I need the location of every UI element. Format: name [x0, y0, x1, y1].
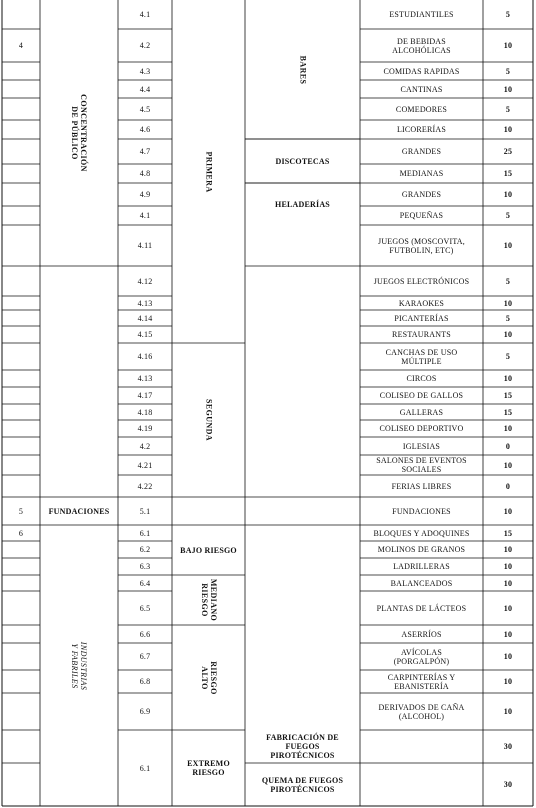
row-item: GRANDES — [401, 190, 442, 199]
vertical-cell — [172, 575, 245, 625]
row-item: KARAOKES — [398, 298, 445, 308]
row-item: GALLERAS — [399, 407, 444, 417]
row-value: 5 — [505, 276, 511, 286]
row-value: 0 — [505, 441, 511, 451]
vertical-cell — [245, 0, 360, 139]
row-value: 10 — [503, 677, 513, 686]
row-item: BLOQUES Y ADOQUINES — [373, 528, 470, 538]
row-value: 10 — [503, 41, 513, 50]
row-value: 10 — [503, 424, 513, 433]
category-riesgo-alto: RIESGO ALTO — [199, 660, 218, 695]
row-code: 4.11 — [137, 241, 153, 250]
row-code: 4.9 — [139, 190, 151, 199]
row-item: FERIAS LIBRES — [391, 481, 452, 491]
row-code: 4.6 — [139, 125, 151, 134]
row-code: 4.1 — [139, 10, 151, 19]
row-item: RESTAURANTS — [392, 330, 451, 339]
row-value: 10 — [503, 125, 513, 134]
row-value: 5 — [505, 313, 511, 323]
row-item: JUEGOS (MOSCOVITA, FUTBOLIN, ETC) — [378, 236, 465, 255]
category-segunda: SEGUNDA — [204, 399, 213, 441]
row-code: 4.22 — [137, 481, 153, 491]
row-item: DERIVADOS DE CAÑA (ALCOHOL) — [378, 702, 465, 721]
category-primera: PRIMERA — [204, 150, 213, 193]
row-value: 15 — [503, 169, 513, 178]
row-value: 10 — [503, 603, 513, 613]
row-item: PEQUEÑAS — [399, 211, 444, 220]
row-item: IGLESIAS — [402, 441, 441, 451]
row-value: 10 — [503, 330, 513, 339]
row-item: GRANDES — [401, 147, 442, 156]
row-value: 10 — [503, 298, 513, 308]
category-mediano-riesgo: MEDIANO RIESGO — [199, 578, 218, 622]
row-value: 5 — [505, 352, 511, 361]
row-item: SALONES DE EVENTOS SOCIALES — [376, 456, 467, 474]
category-bajo-riesgo: BAJO RIESGO — [180, 545, 237, 555]
vertical-cell — [40, 525, 118, 806]
row-code: 5.1 — [139, 506, 151, 516]
row-item: MEDIANAS — [399, 169, 444, 178]
row-code: 6.7 — [139, 652, 151, 661]
row-value: 30 — [503, 742, 513, 751]
subgroup-bares: BARES — [298, 55, 307, 84]
group-number-6: 6 — [18, 528, 24, 538]
row-value: 15 — [503, 407, 513, 417]
row-item: LADRILLERAS — [393, 562, 450, 571]
row-value: 10 — [503, 652, 513, 661]
row-item: AVÍCOLAS (PORGALPÓN) — [393, 647, 450, 666]
category-industrias: INDUSTRIAS Y FABRILES — [70, 641, 88, 690]
subgroup-fabricacion: FABRICACIÓN DE FUEGOS PIROTÉCNICOS — [266, 733, 339, 760]
row-value: 30 — [503, 780, 513, 789]
row-value: 5 — [505, 10, 511, 19]
row-code: 4.18 — [137, 407, 153, 417]
vertical-cell — [172, 0, 245, 343]
row-item: COLISEO DEPORTIVO — [379, 424, 464, 433]
row-code: 4.12 — [137, 276, 153, 286]
row-value: 5 — [505, 104, 511, 114]
row-code: 4.2 — [139, 441, 151, 451]
row-item: JUEGOS ELECTRÓNICOS — [373, 276, 470, 286]
row-code: 4.1 — [139, 211, 151, 220]
vertical-cell — [172, 343, 245, 497]
vertical-cell — [172, 625, 245, 730]
group-number-5: 5 — [18, 506, 24, 516]
row-value: 10 — [503, 629, 513, 639]
subgroup-heladerias: HELADERÍAS — [275, 199, 330, 209]
row-value: 10 — [503, 562, 513, 571]
category-concentracion: CONCENTRACIÓN DE PÚBLICO — [70, 94, 88, 172]
row-code: 4.4 — [139, 84, 151, 94]
row-item: CANTINAS — [400, 84, 443, 94]
row-code: 4.3 — [139, 66, 151, 76]
row-item: FUNDACIONES — [392, 506, 451, 516]
row-code: 6.2 — [139, 545, 151, 554]
row-code: 6.8 — [139, 677, 151, 686]
row-code: 4.2 — [139, 41, 151, 50]
row-item: CANCHAS DE USO MÚLTIPLE — [385, 347, 458, 366]
row-item: COMEDORES — [395, 104, 448, 114]
row-item: ASERRÍOS — [401, 629, 442, 639]
row-code: 4.5 — [139, 104, 151, 114]
row-code: 6.9 — [139, 707, 151, 716]
row-value: 10 — [503, 190, 513, 199]
row-item: BALANCEADOS — [390, 578, 453, 588]
row-value: 5 — [505, 211, 511, 220]
row-value: 5 — [505, 66, 511, 76]
row-code: 6.4 — [139, 578, 151, 588]
row-value: 10 — [503, 241, 513, 250]
row-code: 4.13 — [137, 298, 153, 308]
row-code: 6.5 — [139, 603, 151, 613]
row-value: 10 — [503, 460, 513, 470]
subgroup-quema: QUEMA DE FUEGOS PIROTÉCNICOS — [261, 775, 344, 794]
row-value: 25 — [503, 147, 513, 156]
category-extremo-riesgo: EXTREMO RIESGO — [187, 759, 230, 777]
group-number-4: 4 — [18, 41, 24, 50]
row-code: 6.3 — [139, 562, 151, 571]
row-code: 4.14 — [137, 313, 153, 323]
row-value: 10 — [503, 545, 513, 554]
row-value: 10 — [503, 578, 513, 588]
row-item: LICORERÍAS — [396, 125, 447, 134]
row-value: 15 — [503, 528, 513, 538]
row-value: 10 — [503, 506, 513, 516]
row-code: 4.15 — [137, 330, 153, 339]
row-item: CIRCOS — [406, 374, 437, 383]
row-value: 0 — [505, 481, 511, 491]
subgroup-discotecas: DISCOTECAS — [275, 156, 330, 166]
row-code: 4.21 — [137, 460, 153, 470]
vertical-cell — [40, 0, 118, 266]
row-code: 6.1 — [139, 528, 151, 538]
row-code: 4.19 — [137, 424, 153, 433]
row-code: 4.13 — [137, 374, 153, 383]
row-item: COLISEO DE GALLOS — [379, 391, 464, 400]
row-code: 4.7 — [139, 147, 151, 156]
row-code: 4.17 — [137, 391, 153, 400]
row-code: 6.1 — [139, 763, 151, 773]
row-code: 4.8 — [139, 169, 151, 178]
row-item: PLANTAS DE LÁCTEOS — [376, 603, 467, 613]
category-fundaciones: FUNDACIONES — [48, 506, 110, 516]
row-value: 10 — [503, 374, 513, 383]
row-item: ESTUDIANTILES — [389, 10, 454, 19]
row-item: PICANTERÍAS — [394, 313, 449, 323]
row-item: CARPINTERÍAS Y EBANISTERÍA — [387, 672, 456, 691]
row-code: 6.6 — [139, 629, 151, 639]
row-item: DE BEBIDAS ALCOHÓLICAS — [392, 36, 451, 55]
row-item: COMIDAS RAPIDAS — [383, 66, 460, 76]
row-value: 10 — [503, 84, 513, 94]
row-item: MOLINOS DE GRANOS — [377, 545, 466, 554]
row-value: 10 — [503, 707, 513, 716]
row-value: 15 — [503, 391, 513, 400]
row-code: 4.16 — [137, 352, 153, 361]
